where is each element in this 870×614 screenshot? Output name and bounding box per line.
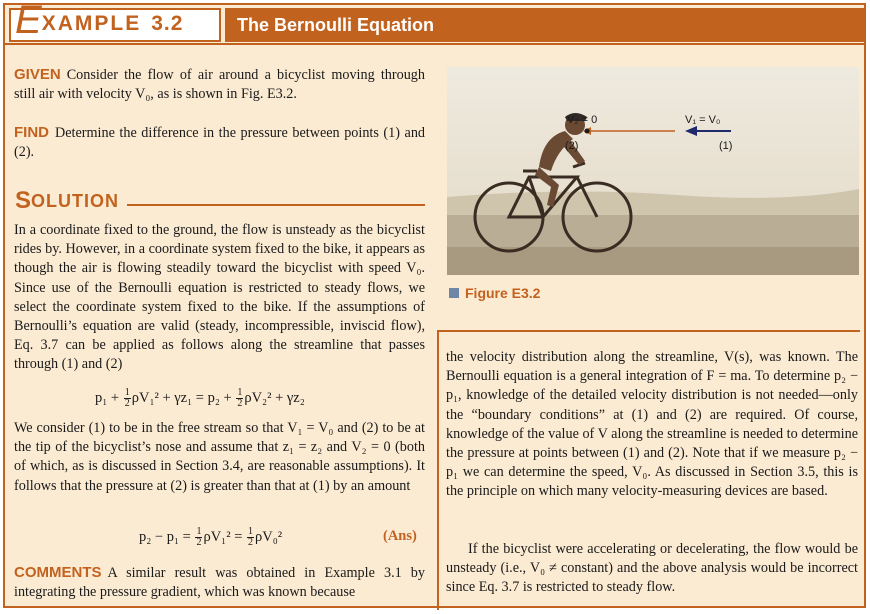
- figure-square-icon: [449, 288, 459, 298]
- eq1-term-b: ρV₁² + γz₁ = p₂ +: [131, 389, 232, 406]
- v2-label: V₂ = 0: [567, 114, 598, 126]
- given-text: Consider the flow of air around a bicyclist moving through still air with velocity V₀, as is shown in Fig. E3.2.: [14, 67, 425, 103]
- solution-word: OLUTION: [31, 190, 120, 211]
- find-text: Determine the difference in the pressure between points (1) and (2).: [14, 125, 425, 161]
- solution-paragraph-1: In a coordinate fixed to the ground, the flow is unsteady as the bicyclist rides by. However, in a coordinate system fixed to the bike, it appears as though the air is flowing steadily toward the bicyclist with speed V₀. Since use of the Bernoulli equation is restricted to steady flows, we select the coordinate system fixed to the bike. If the assumptions of Bernoulli’s equation are valid (steady, incompressible, inviscid flow), Eq. 3.7 can be applied as follows along the streamline that passes through (1) and (2): [14, 222, 425, 373]
- bicyclist-illustration: [447, 67, 859, 275]
- half-fraction: $\frac{1}{2}$: [248, 526, 254, 548]
- example-panel: [3, 0, 866, 608]
- half-fraction: $\frac{1}{2}$: [196, 526, 202, 548]
- example-title: The Bernoulli Equation: [225, 8, 864, 42]
- given-label: GIVEN: [14, 66, 61, 83]
- right-column-rule-horizontal: [437, 330, 860, 332]
- point-1-label: (1): [719, 140, 733, 152]
- figure-caption: [449, 285, 540, 301]
- right-column-rule-vertical: [437, 330, 439, 610]
- pressure-difference-equation: [139, 527, 282, 548]
- eq1-term-c: ρV₂² + γz₂: [244, 389, 305, 406]
- example-initial: E: [15, 0, 42, 42]
- comments-text: A similar result was obtained in Example 3.1 by integrating the pressure gradient, which was known because: [14, 565, 425, 601]
- solution-paragraph-2: We consider (1) to be in the free stream so that V₁ = V₀ and (2) to be at the tip of the bicyclist’s nose and assume that z₁ = z₂ and V₂ = 0 (both of which, as is discussed in Section 3.4, are reasonable assumptions). It follows that the pressure at (2) is greater than that at (1) by an amount: [14, 420, 425, 494]
- given-section: [14, 65, 425, 104]
- right-paragraph-2: If the bicyclist were accelerating or decelerating, the flow would be unsteady (i.e., V₀ ≠ constant) and the above analysis would be incorrect since Eq. 3.7 is restricted to steady flow.: [446, 541, 858, 596]
- eq2-rhs: ρV₀²: [255, 528, 283, 545]
- answer-tag: (Ans): [383, 528, 417, 544]
- example-number-box: [9, 0, 221, 42]
- comments-label: COMMENTS: [14, 564, 102, 581]
- find-section: [14, 123, 425, 162]
- eq1-term-a: p₁ +: [95, 389, 120, 406]
- example-word: XAMPLE: [41, 12, 142, 35]
- find-label: FIND: [14, 124, 49, 141]
- solution-rule: [127, 204, 425, 206]
- right-paragraph-1: the velocity distribution along the streamline, V(s), was known. The Bernoulli equation is a general integration of F = ma. To determine p₂ − p₁, knowledge of the detailed velocity distribution is not needed—only the “boundary conditions” at (1) and (2) are required. Of course, knowledge of the value of V along the streamline is needed to determine the pressure at points between (1) and (2). Note that if we measure p₂ − p₁ we can determine the speed, V₀. As discussed in Section 3.5, this is the principle on which many velocity-measuring devices are based.: [446, 349, 858, 500]
- figure-caption-text: Figure E3.2: [465, 285, 541, 301]
- v1-label: V₁ = V₀: [685, 114, 721, 126]
- eq2-middle: ρV₁² =: [203, 528, 243, 545]
- example-header: [5, 0, 864, 45]
- bicyclist-photo: [447, 67, 859, 275]
- point-2-label: (2): [565, 140, 579, 152]
- half-fraction: $\frac{1}{2}$: [124, 387, 130, 409]
- half-fraction: $\frac{1}{2}$: [237, 387, 243, 409]
- eq2-lhs: p₂ − p₁ =: [139, 528, 191, 545]
- bernoulli-equation: [95, 388, 305, 409]
- example-number: 3.2: [151, 12, 184, 35]
- solution-initial: S: [15, 187, 32, 214]
- comments-section: [14, 563, 425, 602]
- solution-heading: [15, 188, 425, 214]
